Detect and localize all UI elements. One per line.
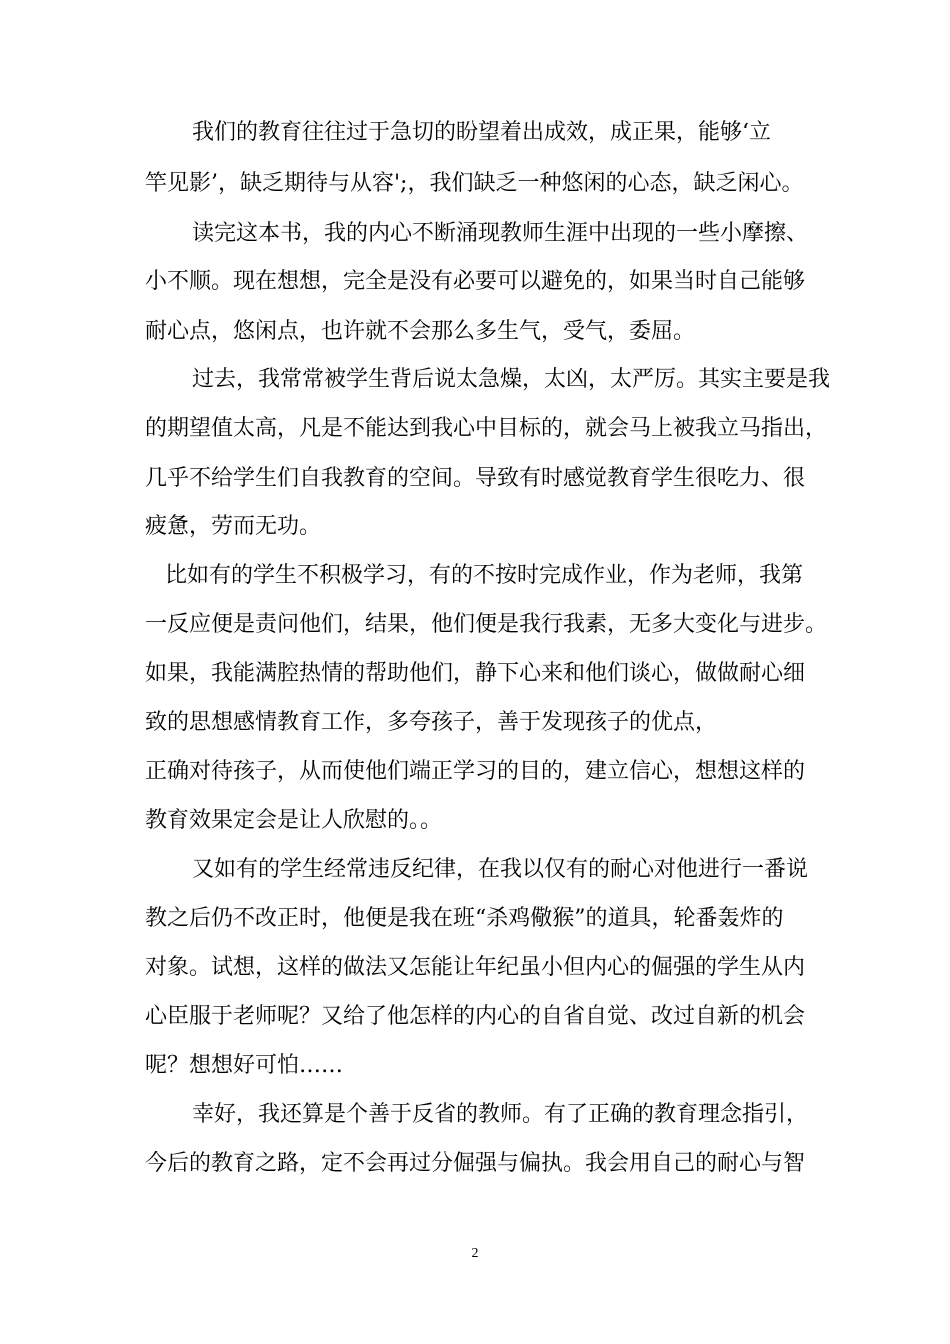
text-line: 小不顺。现在想想，完全是没有必要可以避免的，如果当时自己能够 — [145, 269, 806, 294]
text-line: 一反应便是责问他们，结果，他们便是我行我素，无多大变化与进步。 — [145, 612, 828, 637]
text-line: 呢？想想好可怕…… — [145, 1053, 344, 1078]
text-line: 读完这本书，我的内心不断涌现教师生涯中出现的一些小摩擦、 — [192, 221, 809, 246]
text-line: 过去，我常常被学生背后说太急燥，太凶，太严厉。其实主要是我 — [192, 367, 831, 392]
text-line: 正确对待孩子，从而使他们端正学习的目的，建立信心，想想这样的 — [145, 759, 806, 784]
text-line: 比如有的学生不积极学习，有的不按时完成作业，作为老师，我第 — [165, 563, 804, 588]
text-line: 教之后仍不改正时，他便是我在班“杀鸡儆猴”的道具，轮番轰炸的 — [145, 906, 784, 931]
text-line: 又如有的学生经常违反纪律，在我以仅有的耐心对他进行一番说 — [192, 857, 809, 882]
text-line: 如果，我能满腔热情的帮助他们，静下心来和他们谈心，做做耐心细 — [145, 661, 806, 686]
text-line: 致的思想感情教育工作，多夸孩子，善于发现孩子的优点， — [145, 710, 718, 735]
text-line: 竿见影’，缺乏期待与从容';，我们缺乏一种悠闲的心态，缺乏闲心。 — [145, 171, 804, 196]
text-line: 我们的教育往往过于急切的盼望着出成效，成正果，能够‘立 — [192, 120, 771, 145]
text-line: 疲惫，劳而无功。 — [145, 514, 322, 539]
text-line: 的期望值太高，凡是不能达到我心中目标的，就会马上被我立马指出， — [145, 416, 828, 441]
text-line: 教育效果定会是让人欣慰的。。 — [145, 808, 443, 833]
text-line: 耐心点，悠闲点，也许就不会那么多生气，受气，委屈。 — [145, 319, 696, 344]
text-line: 对象。试想，这样的做法又怎能让年纪虽小但内心的倔强的学生从内 — [145, 955, 806, 980]
text-line: 幸好，我还算是个善于反省的教师。有了正确的教育理念指引， — [192, 1102, 809, 1127]
text-line: 几乎不给学生们自我教育的空间。导致有时感觉教育学生很吃力、很 — [145, 466, 806, 491]
text-line: 心臣服于老师呢？又给了他怎样的内心的自省自觉、改过自新的机会 — [145, 1004, 806, 1029]
text-line: 今后的教育之路，定不会再过分倔强与偏执。我会用自己的耐心与智 — [145, 1151, 806, 1176]
page-number: 2 — [471, 1246, 479, 1261]
